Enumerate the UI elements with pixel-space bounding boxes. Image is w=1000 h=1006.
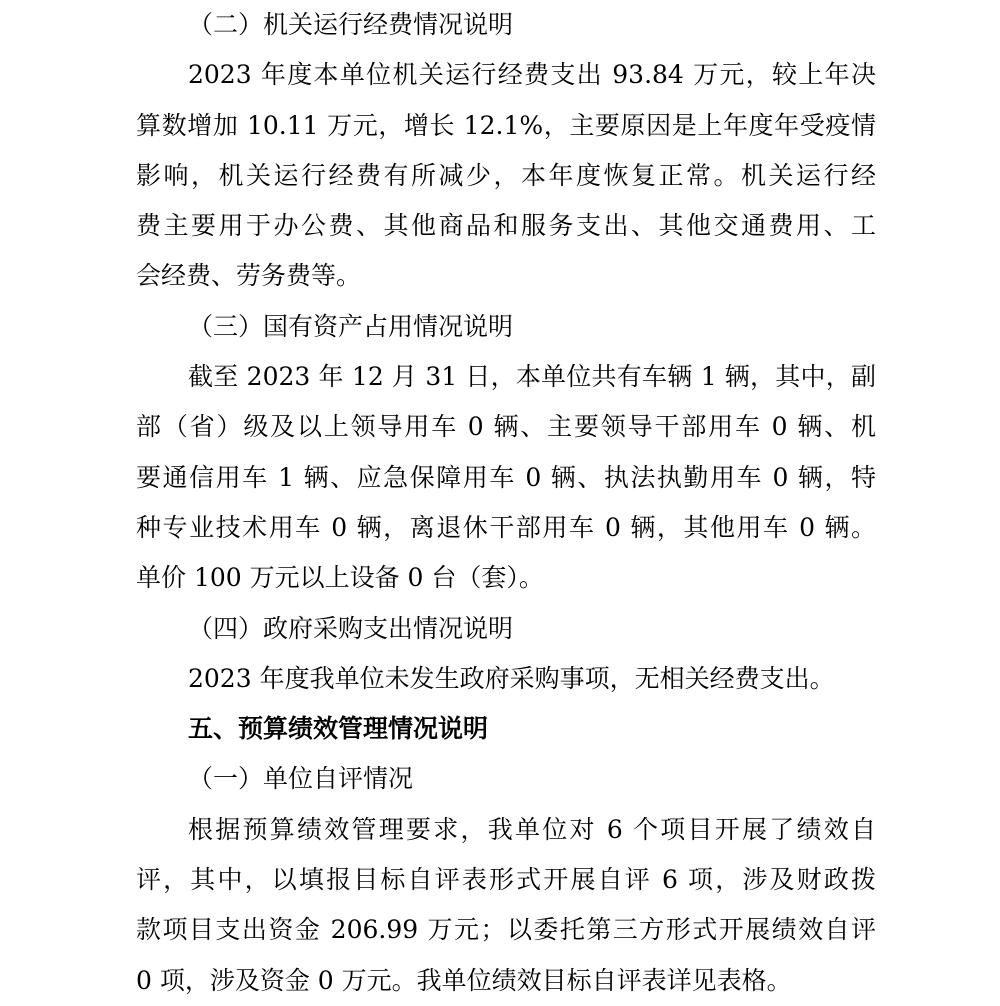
document-page xyxy=(136,0,876,1006)
paragraph-line: 影响，机关运行经费有所减少，本年度恢复正常。机关运行经 xyxy=(136,160,876,190)
paragraph-line: 根据预算绩效管理要求，我单位对 6 个项目开展了绩效自 xyxy=(188,814,876,844)
paragraph-line: 算数增加 10.11 万元，增长 12.1%，主要原因是上年度年受疫情 xyxy=(136,110,876,140)
paragraph-line: 款项目支出资金 206.99 万元；以委托第三方形式开展绩效自评 xyxy=(136,915,876,945)
section-heading-operating-expenses: （二）机关运行经费情况说明 xyxy=(188,10,514,39)
paragraph-line: 评，其中，以填报目标自评表形式开展自评 6 项，涉及财政拨 xyxy=(136,865,876,895)
paragraph-line: 要通信用车 1 辆、应急保障用车 0 辆、执法执勤用车 0 辆，特 xyxy=(136,462,876,492)
subsection-heading-self-evaluation: （一）单位自评情况 xyxy=(188,764,414,794)
section-heading-government-procurement: （四）政府采购支出情况说明 xyxy=(188,613,514,643)
paragraph-line: 截至 2023 年 12 月 31 日，本单位共有车辆 1 辆，其中，副 xyxy=(188,362,876,392)
paragraph-line: 部（省）级及以上领导用车 0 辆、主要领导干部用车 0 辆、机 xyxy=(136,412,876,442)
paragraph-line: 会经费、劳务费等。 xyxy=(136,261,362,291)
paragraph-line: 2023 年度我单位未发生政府采购事项，无相关经费支出。 xyxy=(188,663,835,693)
part-heading-performance-management: 五、预算绩效管理情况说明 xyxy=(188,714,489,744)
paragraph-line: 单价 100 万元以上设备 0 台（套）。 xyxy=(136,563,544,593)
paragraph-line: 2023 年度本单位机关运行经费支出 93.84 万元，较上年决 xyxy=(188,60,876,90)
section-heading-state-assets: （三）国有资产占用情况说明 xyxy=(188,311,514,341)
paragraph-line: 费主要用于办公费、其他商品和服务支出、其他交通费用、工 xyxy=(136,211,876,241)
paragraph-line: 0 项，涉及资金 0 万元。我单位绩效目标自评表详见表格。 xyxy=(136,965,792,995)
paragraph-line: 种专业技术用车 0 辆，离退休干部用车 0 辆，其他用车 0 辆。 xyxy=(136,512,876,542)
